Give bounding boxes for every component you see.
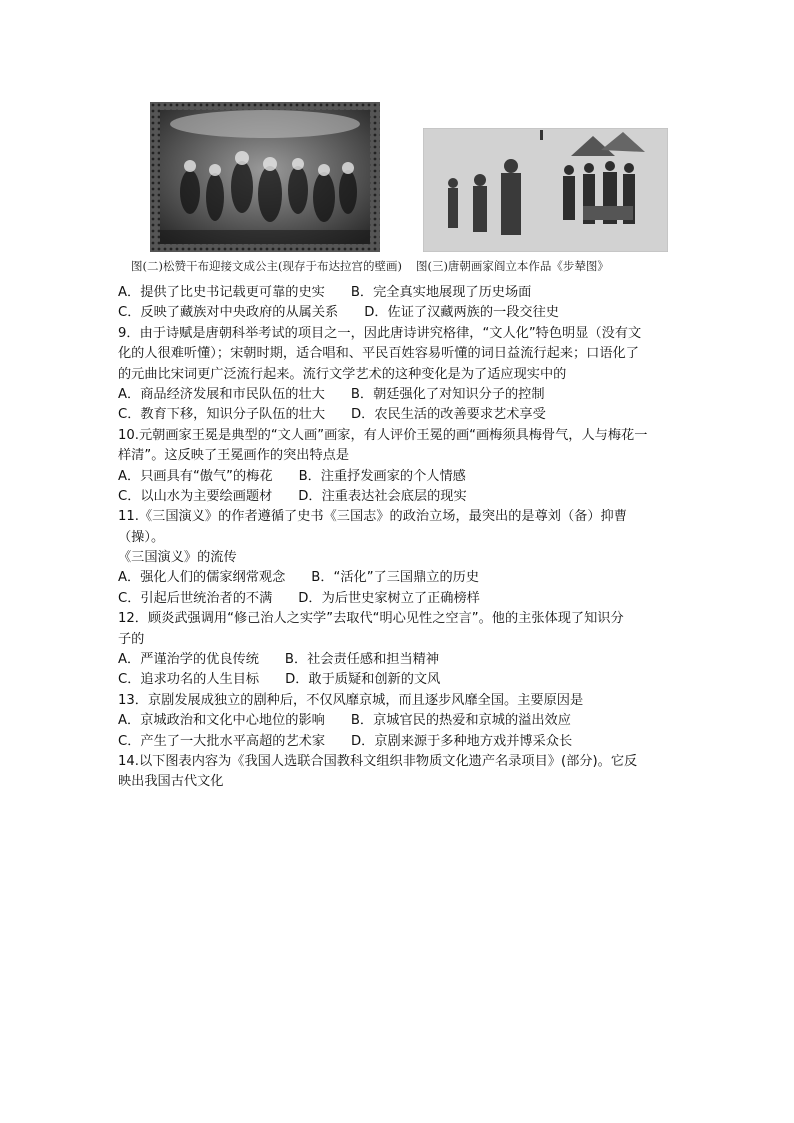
options-row: [118, 467, 678, 487]
option-d: D．为后世史家树立了正确榜样: [298, 590, 480, 606]
options-row: [118, 385, 678, 405]
question-11-line: 《三国演义》的流传: [118, 550, 237, 566]
question-11-line: （操）。: [118, 529, 165, 545]
option-a: A．强化人们的儒家纲常观念: [118, 570, 286, 586]
option-a: A．严谨治学的优良传统: [118, 652, 259, 668]
option-b: B．完全真实地展现了历史场面: [350, 285, 532, 300]
question-12-line: 子的: [118, 631, 145, 647]
question-14-line: 14.以下图表内容为《我国人选联合国教科文组织非物质文化遗产名录项目》(部分)。它反: [118, 753, 638, 769]
option-b: B．朝廷强化了对知识分子的控制: [350, 386, 545, 402]
question-12-line: 12．顾炎武强调用“修己治人之实学”去取代“明心见性之空言”。他的主张体现了知识分: [118, 611, 624, 627]
options-row: [118, 711, 678, 731]
caption-fig2: 图(二)松赞干布迎接文成公主(现存于布达拉宫的壁画): [131, 259, 402, 273]
option-c: C．以山水为主要绘画题材: [118, 488, 273, 504]
options-row: [118, 650, 678, 670]
options-row: [118, 405, 678, 425]
option-a: A．提供了比史书记载更可靠的史实: [118, 285, 325, 300]
options-row: [118, 670, 678, 690]
option-a: A．只画具有“傲气”的梅花: [118, 468, 273, 484]
options-row: [118, 303, 678, 323]
option-c: C．产生了一大批水平高超的艺术家: [118, 733, 326, 749]
option-b: B．注重抒发画家的个人情感: [298, 468, 466, 484]
option-d: D．农民生活的改善要求艺术享受: [351, 407, 546, 423]
mural-painting-image: [150, 102, 380, 252]
option-a: A．商品经济发展和市民队伍的壮大: [118, 386, 325, 402]
question-10-line: 10.元朝画家王冕是典型的“文人画”画家，有人评价王冕的画“画梅须具梅骨气，人与梅花一: [118, 427, 648, 443]
option-d: D．京剧来源于多种地方戏并博采众长: [351, 733, 573, 749]
option-d: D．佐证了汉藏两族的一段交往史: [364, 305, 559, 321]
options-row: [118, 487, 678, 507]
question-10-line: 样清”。这反映了王冕画作的突出特点是: [118, 448, 350, 464]
figure-captions: [131, 258, 691, 274]
question-9-line: 9．由于诗赋是唐朝科举考试的项目之一，因此唐诗讲究格律，“文人化”特色明显（没有文: [118, 325, 642, 341]
options-row: [118, 732, 678, 752]
option-c: C．引起后世统治者的不满: [118, 590, 273, 606]
options-row: [118, 283, 678, 303]
scroll-painting-image: [423, 128, 668, 252]
question-text: [118, 283, 678, 793]
question-11-line: 11.《三国演义》的作者遵循了史书《三国志》的政治立场，最突出的是尊刘（备）抑曹: [118, 509, 627, 525]
option-c: C．追求功名的人生目标: [118, 672, 260, 688]
options-row: [118, 568, 678, 588]
option-a: A．京城政治和文化中心地位的影响: [118, 713, 325, 729]
options-row: [118, 589, 678, 609]
question-9-line: 的元曲比宋词更广泛流行起来。流行文学艺术的这种变化是为了适应现实中的: [118, 366, 567, 382]
option-c: C．反映了藏族对中央政府的从属关系: [118, 305, 339, 321]
option-b: B．京城官民的热爱和京城的溢出效应: [350, 713, 571, 729]
option-c: C．教育下移，知识分子队伍的壮大: [118, 407, 326, 423]
option-b: B．社会责任感和担当精神: [284, 652, 440, 668]
option-b: B．“活化”了三国鼎立的历史: [311, 570, 480, 586]
option-d: D．敢于质疑和创新的文风: [285, 672, 441, 688]
question-14-line: 映出我国古代文化: [118, 774, 224, 790]
option-d: D．注重表达社会底层的现实: [298, 488, 467, 504]
question-13-line: 13．京剧发展成独立的剧种后，不仅风靡京城，而且逐步风靡全国。主要原因是: [118, 692, 584, 708]
caption-fig3: 图(三)唐朝画家阎立本作品《步辇图》: [415, 259, 609, 273]
question-9-line: 化的人很难听懂）；宋朝时期，适合唱和、平民百姓容易听懂的词日益流行起来；口语化了: [118, 346, 639, 362]
